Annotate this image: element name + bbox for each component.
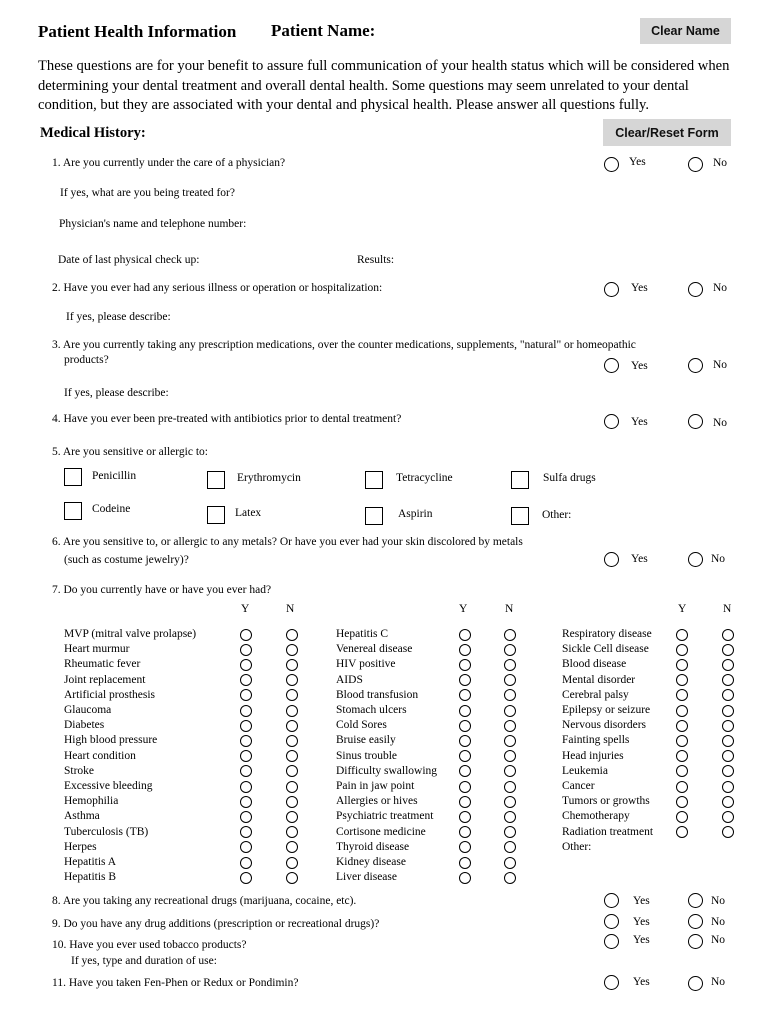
- condition-yes-radio[interactable]: [459, 735, 471, 747]
- latex-label: Latex: [235, 507, 262, 519]
- condition-no-radio[interactable]: [504, 674, 516, 686]
- condition-no-radio[interactable]: [504, 629, 516, 641]
- condition-label: Diabetes: [64, 719, 105, 732]
- q1-no-radio[interactable]: [688, 157, 703, 172]
- condition-no-radio[interactable]: [286, 765, 298, 777]
- condition-yes-radio[interactable]: [240, 796, 252, 808]
- condition-label: Stomach ulcers: [336, 704, 407, 717]
- q9-yes-radio[interactable]: [604, 914, 619, 929]
- q4-yes-radio[interactable]: [604, 414, 619, 429]
- question-3-line1: 3. Are you currently taking any prescription medications, over the counter medications, supplements, "natural" or homeopathic: [52, 339, 636, 351]
- col2-no-header: N: [505, 603, 514, 615]
- condition-label: Hepatitis A: [64, 856, 117, 869]
- condition-no-radio[interactable]: [722, 674, 734, 686]
- condition-yes-radio[interactable]: [240, 674, 252, 686]
- q2-no-label: No: [713, 282, 728, 294]
- condition-yes-radio[interactable]: [240, 826, 252, 838]
- q11-yes-radio[interactable]: [604, 975, 619, 990]
- reset-form-button[interactable]: Clear/Reset Form: [603, 119, 731, 146]
- condition-label: Bruise easily: [336, 734, 396, 747]
- condition-label: Fainting spells: [562, 734, 630, 747]
- condition-label: Joint replacement: [64, 673, 146, 686]
- condition-label: Glaucoma: [64, 704, 112, 717]
- condition-yes-radio[interactable]: [240, 644, 252, 656]
- condition-label: Thyroid disease: [336, 840, 410, 853]
- condition-no-radio[interactable]: [722, 720, 734, 732]
- condition-label: Cancer: [562, 780, 595, 793]
- condition-label: MVP (mitral valve prolapse): [64, 628, 197, 640]
- col1-no-header: N: [286, 603, 295, 615]
- condition-yes-radio[interactable]: [459, 826, 471, 838]
- question-7: 7. Do you currently have or have you ever had?: [52, 584, 272, 596]
- condition-yes-radio[interactable]: [240, 841, 252, 853]
- condition-no-radio[interactable]: [504, 735, 516, 747]
- condition-label: AIDS: [336, 673, 363, 686]
- condition-no-radio[interactable]: [286, 857, 298, 869]
- condition-no-radio[interactable]: [504, 781, 516, 793]
- tetracycline-label: Tetracycline: [396, 472, 453, 484]
- condition-yes-radio[interactable]: [240, 689, 252, 701]
- sulfa-drugs-checkbox[interactable]: [511, 471, 529, 489]
- condition-yes-radio[interactable]: [676, 720, 688, 732]
- question-6-line2: (such as costume jewelry)?: [64, 554, 189, 566]
- condition-label: Radiation treatment: [562, 825, 654, 838]
- col1-yes-header: Y: [241, 603, 250, 615]
- condition-no-radio[interactable]: [286, 629, 298, 641]
- condition-yes-radio[interactable]: [240, 750, 252, 762]
- q9-no-label: No: [711, 916, 726, 928]
- condition-no-radio[interactable]: [722, 796, 734, 808]
- condition-no-radio[interactable]: [286, 705, 298, 717]
- condition-yes-radio[interactable]: [459, 689, 471, 701]
- tetracycline-checkbox[interactable]: [365, 471, 383, 489]
- condition-yes-radio[interactable]: [459, 811, 471, 823]
- condition-label: Artificial prosthesis: [64, 688, 156, 701]
- condition-label: Venereal disease: [336, 643, 413, 656]
- condition-yes-radio[interactable]: [676, 629, 688, 641]
- q2-no-radio[interactable]: [688, 282, 703, 297]
- condition-label: Blood disease: [562, 658, 627, 671]
- condition-no-radio[interactable]: [722, 735, 734, 747]
- condition-label: Heart murmur: [64, 643, 130, 656]
- q10-yes-label: Yes: [633, 934, 650, 946]
- condition-no-radio[interactable]: [286, 872, 298, 884]
- aspirin-checkbox[interactable]: [365, 507, 383, 525]
- q1-yes-radio[interactable]: [604, 157, 619, 172]
- q3-describe-label: If yes, please describe:: [64, 387, 169, 399]
- q8-no-label: No: [711, 895, 726, 907]
- codeine-label: Codeine: [92, 503, 131, 515]
- condition-yes-radio[interactable]: [676, 705, 688, 717]
- condition-yes-radio[interactable]: [459, 705, 471, 717]
- question-4: 4. Have you ever been pre-treated with antibiotics prior to dental treatment?: [52, 413, 402, 425]
- condition-no-radio[interactable]: [722, 629, 734, 641]
- question-1: 1. Are you currently under the care of a physician?: [52, 157, 286, 169]
- condition-label: HIV positive: [336, 658, 396, 671]
- condition-no-radio[interactable]: [504, 811, 516, 823]
- condition-yes-radio[interactable]: [459, 781, 471, 793]
- q4-no-radio[interactable]: [688, 414, 703, 429]
- question-3-line2: products?: [64, 354, 109, 366]
- condition-label: High blood pressure: [64, 734, 158, 747]
- question-5: 5. Are you sensitive or allergic to:: [52, 446, 208, 458]
- condition-yes-radio[interactable]: [459, 796, 471, 808]
- condition-yes-radio[interactable]: [240, 659, 252, 671]
- condition-label: Hepatitis C: [336, 628, 389, 640]
- codeine-checkbox[interactable]: [64, 502, 82, 520]
- condition-yes-radio[interactable]: [676, 659, 688, 671]
- condition-yes-radio[interactable]: [676, 781, 688, 793]
- condition-yes-radio[interactable]: [459, 872, 471, 884]
- condition-no-radio[interactable]: [286, 811, 298, 823]
- q11-no-label: No: [711, 976, 726, 988]
- condition-column-2: [336, 627, 437, 885]
- condition-yes-radio[interactable]: [240, 765, 252, 777]
- condition-no-radio[interactable]: [286, 750, 298, 762]
- q4-no-label: No: [713, 417, 728, 429]
- condition-yes-radio[interactable]: [676, 735, 688, 747]
- q9-no-radio[interactable]: [688, 914, 703, 929]
- condition-label: Kidney disease: [336, 856, 406, 869]
- condition-yes-radio[interactable]: [676, 765, 688, 777]
- q4-yes-label: Yes: [631, 416, 648, 428]
- medical-history-heading: Medical History:: [40, 125, 146, 141]
- condition-column-1: [64, 627, 196, 885]
- q8-yes-label: Yes: [633, 895, 650, 907]
- condition-no-radio[interactable]: [722, 659, 734, 671]
- condition-label: Psychiatric treatment: [336, 810, 434, 823]
- condition-yes-radio[interactable]: [676, 826, 688, 838]
- condition-no-radio[interactable]: [286, 826, 298, 838]
- condition-no-radio[interactable]: [286, 644, 298, 656]
- condition-no-radio[interactable]: [722, 781, 734, 793]
- condition-yes-radio[interactable]: [240, 629, 252, 641]
- q11-no-radio[interactable]: [688, 976, 703, 991]
- condition-label: Head injuries: [562, 749, 624, 762]
- q6-yes-radio[interactable]: [604, 552, 619, 567]
- condition-label: Sinus trouble: [336, 749, 398, 762]
- q3-yes-radio[interactable]: [604, 358, 619, 373]
- condition-no-radio[interactable]: [722, 689, 734, 701]
- condition-no-radio[interactable]: [286, 781, 298, 793]
- condition-no-radio[interactable]: [504, 841, 516, 853]
- q3-no-radio[interactable]: [688, 358, 703, 373]
- q1-physician-label: Physician's name and telephone number:: [59, 218, 247, 230]
- other-allergy-checkbox[interactable]: [511, 507, 529, 525]
- penicillin-label: Penicillin: [92, 470, 137, 482]
- condition-no-radio[interactable]: [504, 872, 516, 884]
- condition-label: Cortisone medicine: [336, 825, 426, 838]
- question-6-line1: 6. Are you sensitive to, or allergic to any metals? Or have you ever had your skin discolored by metals: [52, 536, 523, 548]
- other-allergy-label: Other:: [542, 509, 572, 521]
- condition-label: Mental disorder: [562, 673, 636, 686]
- q6-no-radio[interactable]: [688, 552, 703, 567]
- condition-no-radio[interactable]: [722, 826, 734, 838]
- condition-label: Chemotherapy: [562, 810, 630, 823]
- question-11: 11. Have you taken Fen-Phen or Redux or Pondimin?: [52, 977, 299, 989]
- q1-yes-label: Yes: [629, 156, 646, 168]
- condition-no-radio[interactable]: [504, 750, 516, 762]
- condition-yes-radio[interactable]: [459, 659, 471, 671]
- col2-yes-header: Y: [459, 603, 468, 615]
- condition-yes-radio[interactable]: [240, 811, 252, 823]
- condition-label: Allergies or hives: [336, 795, 418, 808]
- q10-tobacco-details-label: If yes, type and duration of use:: [71, 955, 217, 967]
- condition-yes-radio[interactable]: [240, 872, 252, 884]
- condition-yes-radio[interactable]: [240, 857, 252, 869]
- erythromycin-checkbox[interactable]: [207, 471, 225, 489]
- condition-no-radio[interactable]: [504, 796, 516, 808]
- condition-label: Tumors or growths: [562, 795, 650, 808]
- condition-label: Sickle Cell disease: [562, 643, 649, 656]
- condition-no-radio[interactable]: [286, 674, 298, 686]
- q6-no-label: No: [711, 553, 726, 565]
- q11-yes-label: Yes: [633, 976, 650, 988]
- q6-yes-label: Yes: [631, 553, 648, 565]
- q1-no-label: No: [713, 157, 728, 169]
- condition-label: Rheumatic fever: [64, 658, 141, 671]
- condition-label: Epilepsy or seizure: [562, 704, 651, 717]
- q10-no-radio[interactable]: [688, 934, 703, 949]
- condition-label: Other:: [562, 840, 592, 853]
- q8-no-radio[interactable]: [688, 893, 703, 908]
- condition-yes-radio[interactable]: [676, 796, 688, 808]
- sulfa-drugs-label: Sulfa drugs: [543, 472, 596, 484]
- q8-yes-radio[interactable]: [604, 893, 619, 908]
- clear-name-button[interactable]: Clear Name: [640, 18, 731, 44]
- condition-yes-radio[interactable]: [459, 765, 471, 777]
- condition-no-radio[interactable]: [722, 705, 734, 717]
- condition-no-radio[interactable]: [722, 750, 734, 762]
- condition-no-radio[interactable]: [722, 811, 734, 823]
- condition-label: Respiratory disease: [562, 628, 652, 640]
- condition-yes-radio[interactable]: [459, 629, 471, 641]
- condition-label: Cold Sores: [336, 719, 387, 732]
- condition-yes-radio[interactable]: [676, 644, 688, 656]
- condition-label: Stroke: [64, 764, 95, 777]
- patient-name-label: Patient Name:: [271, 21, 376, 40]
- condition-label: Hemophilia: [64, 795, 119, 808]
- intro-text: These questions are for your benefit to assure full communication of your health status which will be considered when determining your dental treatment and overall dental health. Some questions may seem unrelated to your dental condition, but they are associated with your dental and physical health. Please answer all questions fully.: [38, 58, 730, 113]
- q2-describe-label: If yes, please describe:: [66, 311, 171, 323]
- col3-yes-header: Y: [678, 603, 687, 615]
- condition-yes-radio[interactable]: [459, 674, 471, 686]
- condition-label: Cerebral palsy: [562, 688, 629, 701]
- condition-no-radio[interactable]: [286, 659, 298, 671]
- condition-yes-radio[interactable]: [676, 674, 688, 686]
- condition-label: Nervous disorders: [562, 719, 646, 732]
- condition-yes-radio[interactable]: [459, 644, 471, 656]
- condition-label: Liver disease: [336, 871, 397, 884]
- q1-checkup-date-label: Date of last physical check up:: [58, 254, 200, 266]
- condition-label: Heart condition: [64, 749, 136, 762]
- q2-yes-radio[interactable]: [604, 282, 619, 297]
- condition-no-radio[interactable]: [504, 826, 516, 838]
- condition-yes-radio[interactable]: [676, 689, 688, 701]
- condition-no-radio[interactable]: [504, 644, 516, 656]
- condition-no-radio[interactable]: [286, 841, 298, 853]
- condition-no-radio[interactable]: [722, 765, 734, 777]
- erythromycin-label: Erythromycin: [237, 472, 301, 484]
- condition-yes-radio[interactable]: [240, 735, 252, 747]
- condition-no-radio[interactable]: [286, 735, 298, 747]
- condition-no-radio[interactable]: [504, 705, 516, 717]
- condition-yes-radio[interactable]: [240, 705, 252, 717]
- q1-results-label: Results:: [357, 254, 395, 266]
- condition-no-radio[interactable]: [286, 796, 298, 808]
- condition-no-radio[interactable]: [286, 689, 298, 701]
- condition-yes-radio[interactable]: [459, 841, 471, 853]
- aspirin-label: Aspirin: [398, 508, 433, 520]
- condition-yes-radio[interactable]: [676, 750, 688, 762]
- condition-yes-radio[interactable]: [240, 781, 252, 793]
- condition-no-radio[interactable]: [504, 857, 516, 869]
- condition-no-radio[interactable]: [504, 765, 516, 777]
- penicillin-checkbox[interactable]: [64, 468, 82, 486]
- condition-label: Tuberculosis (TB): [64, 825, 149, 838]
- condition-label: Pain in jaw point: [336, 780, 415, 793]
- condition-column-3: [562, 627, 653, 855]
- condition-no-radio[interactable]: [722, 644, 734, 656]
- condition-yes-radio[interactable]: [459, 720, 471, 732]
- condition-yes-radio[interactable]: [459, 857, 471, 869]
- condition-label: Hepatitis B: [64, 871, 117, 884]
- q3-yes-label: Yes: [631, 360, 648, 372]
- condition-label: Herpes: [64, 840, 97, 853]
- col3-no-header: N: [723, 603, 732, 615]
- question-8: 8. Are you taking any recreational drugs (marijuana, cocaine, etc).: [52, 895, 357, 907]
- condition-yes-radio[interactable]: [676, 811, 688, 823]
- condition-yes-radio[interactable]: [459, 750, 471, 762]
- condition-label: Leukemia: [562, 764, 608, 777]
- question-2: 2. Have you ever had any serious illness or operation or hospitalization:: [52, 282, 383, 294]
- condition-no-radio[interactable]: [504, 659, 516, 671]
- q3-no-label: No: [713, 359, 728, 371]
- condition-no-radio[interactable]: [504, 720, 516, 732]
- question-10: 10. Have you ever used tobacco products?: [52, 939, 247, 951]
- latex-checkbox[interactable]: [207, 506, 225, 524]
- page-title: Patient Health Information: [38, 22, 237, 41]
- q10-no-label: No: [711, 934, 726, 946]
- condition-label: Asthma: [64, 810, 100, 823]
- condition-no-radio[interactable]: [286, 720, 298, 732]
- q1-treated-for-label: If yes, what are you being treated for?: [60, 187, 235, 199]
- condition-no-radio[interactable]: [504, 689, 516, 701]
- q10-yes-radio[interactable]: [604, 934, 619, 949]
- condition-label: Blood transfusion: [336, 688, 419, 701]
- q2-yes-label: Yes: [631, 282, 648, 294]
- condition-yes-radio[interactable]: [240, 720, 252, 732]
- question-9: 9. Do you have any drug additions (prescription or recreational drugs)?: [52, 918, 380, 930]
- q9-yes-label: Yes: [633, 916, 650, 928]
- condition-label: Excessive bleeding: [64, 780, 153, 793]
- condition-label: Difficulty swallowing: [336, 764, 438, 777]
